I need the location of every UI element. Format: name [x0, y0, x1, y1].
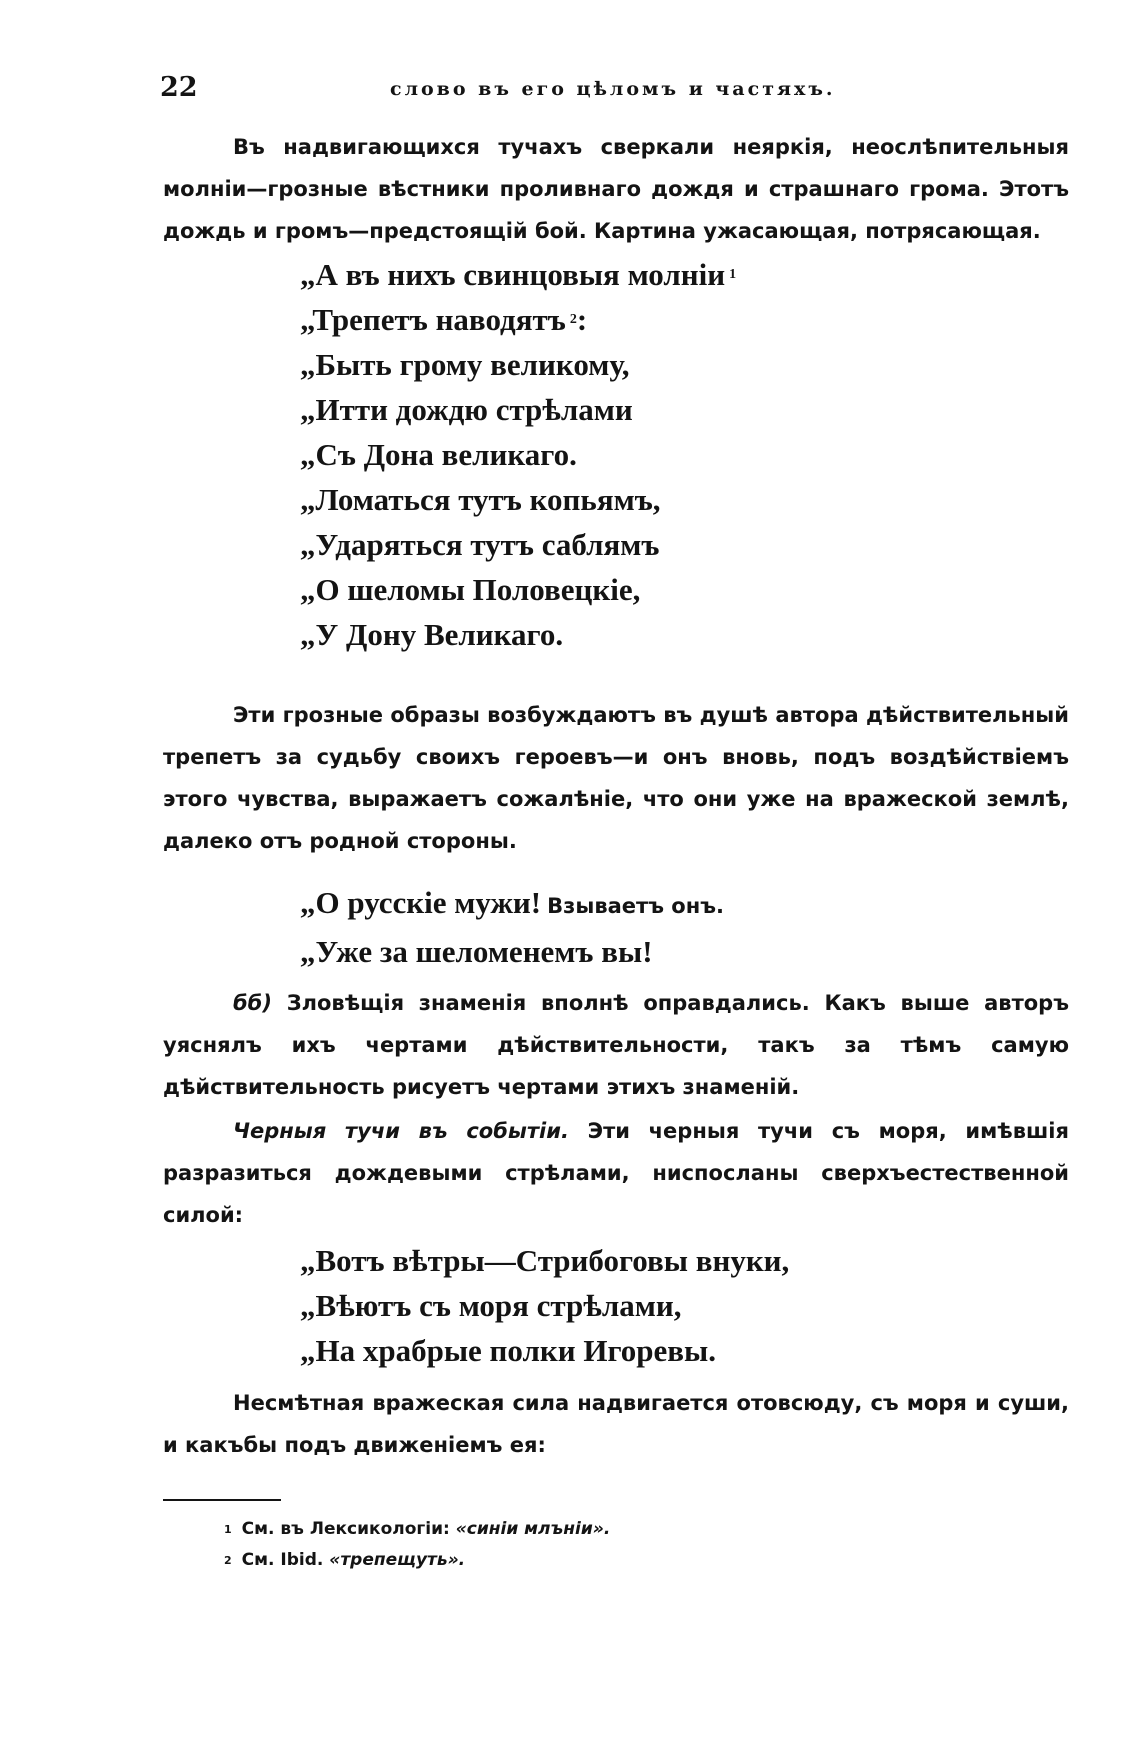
verse-line: „У Дону Великаго. [300, 617, 564, 652]
paragraph-2: Эти грозные образы возбуждаютъ въ душѣ автора дѣйствительный трепетъ за судьбу своихъ героевъ—и онъ вновь, подъ воздѣйствіемъ этого чувства, выражаетъ сожалѣніе, что они уже на вражеской землѣ, далеко отъ родной стороны. [163, 703, 1069, 853]
verse-line: „А въ нихъ свинцовыя молніи $^1$ [300, 257, 737, 292]
verse-block-2 [300, 880, 724, 974]
verse-line: „Ударяться тутъ саблямъ [300, 527, 660, 562]
section-label: Черныя тучи въ событіи. [233, 1119, 569, 1143]
paragraph-1: Въ надвигающихся тучахъ сверкали неяркія, неослѣпительныя молніи—грозные вѣстники проливнаго дождя и страшнаго грома. Этотъ дождь и громъ—предстоящій бой. Картина ужасающая, потрясающая. [163, 135, 1069, 243]
verse-line: „Съ Дона великаго. [300, 437, 577, 472]
paragraph-3: бб) Зловѣщія знаменія вполнѣ оправдались. Какъ выше авторъ уяснялъ ихъ чертами дѣйствительности, такъ за тѣмъ самую дѣйствительность рисуетъ чертами этихъ знаменій. [163, 991, 1069, 1099]
footnotes [224, 1514, 610, 1576]
verse-line: „О русскіе мужи! Взываетъ онъ. [300, 885, 724, 920]
verse-line: „Вотъ вѣтры—Стрибоговы внуки, [300, 1243, 790, 1278]
verse-block-3 [300, 1238, 789, 1373]
verse-line: „Трепетъ наводятъ $^2$: [300, 302, 588, 337]
verse-line: „Вѣютъ съ моря стрѣлами, [300, 1288, 682, 1323]
paragraph-5: Несмѣтная вражеская сила надвигается отовсюду, съ моря и суши, и какъбы подъ движеніемъ ея: [163, 1391, 1069, 1457]
page-header [160, 72, 1070, 106]
footnote-divider [163, 1499, 281, 1501]
verse-block-1 [300, 252, 736, 657]
footnote: $^2$ См. Ibid. «трепещуть». [224, 1550, 466, 1570]
verse-aside: Взываетъ онъ. [547, 894, 724, 918]
section-label: бб) [233, 991, 272, 1015]
footnote-ref: 1 [729, 267, 737, 282]
verse-line: „Ломаться тутъ копьямъ, [300, 482, 661, 517]
verse-line: „На храбрые полки Игоревы. [300, 1333, 716, 1368]
verse-line: „О шеломы Половецкіе, [300, 572, 641, 607]
page-number: 22 [160, 72, 198, 103]
verse-line: „Итти дождю стрѣлами [300, 392, 633, 427]
footnote: $^1$ См. въ Лексикологіи: «синіи млъніи». [224, 1519, 611, 1539]
verse-line: „Уже за шеломенемъ вы! [300, 934, 653, 969]
verse-line: „Быть грому великому, [300, 347, 630, 382]
paragraph-4: Черныя тучи въ событіи. Эти черныя тучи съ моря, имѣвшія разразиться дождевыми стрѣлами, ниспосланы сверхъестественной силой: [163, 1119, 1069, 1227]
footnote-ref: 2 [569, 312, 577, 327]
running-title: слово въ его цѣломъ и частяхъ. [390, 78, 836, 100]
